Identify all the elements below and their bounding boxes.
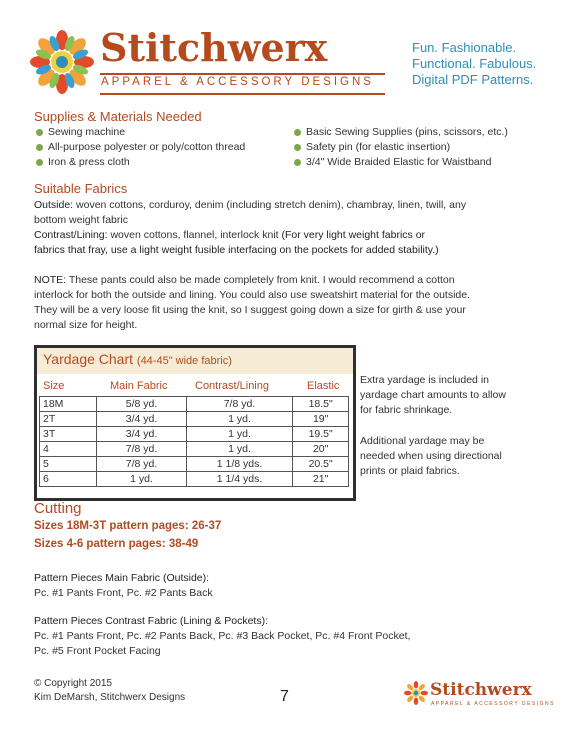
brand-name: Stitchwerx bbox=[100, 25, 328, 70]
elastic-cell: 18.5" bbox=[293, 397, 349, 412]
table-row bbox=[40, 427, 349, 442]
main-pieces-title: Pattern Pieces Main Fabric (Outside): bbox=[34, 572, 210, 584]
yardage-subtitle: (44-45" wide fabric) bbox=[136, 355, 232, 367]
fabrics-title: Suitable Fabrics bbox=[34, 181, 128, 196]
table-row bbox=[40, 457, 349, 472]
note-line: normal size for height. bbox=[34, 319, 138, 331]
supply-item: All-purpose polyester or poly/cotton thread bbox=[48, 141, 246, 153]
size-cell: 6 bbox=[40, 472, 97, 487]
main-fabric-cell: 3/4 yd. bbox=[97, 412, 186, 427]
yardage-table bbox=[39, 396, 349, 487]
elastic-cell: 20" bbox=[293, 442, 349, 457]
size-cell: 18M bbox=[40, 397, 97, 412]
outside-text-2: bottom weight fabric bbox=[34, 214, 128, 226]
cutting-title: Cutting bbox=[34, 500, 82, 517]
yardage-title bbox=[43, 351, 232, 367]
elastic-cell: 20.5" bbox=[293, 457, 349, 472]
tagline-line: Fun. Fashionable. bbox=[412, 40, 517, 55]
contrast-fabric bbox=[34, 228, 554, 243]
contrast-cell: 1 1/4 yds. bbox=[186, 472, 293, 487]
contrast-cell: 1 1/8 yds. bbox=[186, 457, 293, 472]
supply-item: Safety pin (for elastic insertion) bbox=[306, 141, 451, 153]
contrast-cell: 1 yd. bbox=[186, 442, 293, 457]
contrast-cell: 1 yd. bbox=[186, 412, 293, 427]
contrast-note: (For very light weight fabrics or bbox=[281, 229, 426, 241]
supply-item: Basic Sewing Supplies (pins, scissors, etc.) bbox=[306, 126, 508, 138]
bullet-icon bbox=[294, 129, 301, 136]
contrast-pieces-2: Pc. #5 Front Pocket Facing bbox=[34, 645, 161, 657]
yardage-note-2 bbox=[360, 434, 502, 479]
table-row bbox=[40, 412, 349, 427]
bullet-icon bbox=[36, 129, 43, 136]
copyright: © Copyright 2015 bbox=[34, 678, 112, 689]
tagline bbox=[412, 40, 536, 88]
contrast-cell: 1 yd. bbox=[186, 427, 293, 442]
main-fabric-cell: 1 yd. bbox=[97, 472, 186, 487]
contrast-text: woven cottons, flannel, interlock knit bbox=[110, 229, 279, 241]
note-paragraph bbox=[34, 273, 554, 333]
col-header-contrast: Contrast/Lining bbox=[195, 380, 269, 392]
yardage-chart bbox=[34, 345, 356, 501]
author: Kim DeMarsh, Stitchwerx Designs bbox=[34, 692, 186, 703]
note-label: NOTE: bbox=[34, 274, 67, 286]
supply-item: 3/4" Wide Braided Elastic for Waistband bbox=[306, 156, 492, 168]
size-cell: 4 bbox=[40, 442, 97, 457]
note-line: Extra yardage is included in bbox=[360, 374, 489, 386]
main-fabric-cell: 3/4 yd. bbox=[97, 427, 186, 442]
table-row bbox=[40, 472, 349, 487]
contrast-note-2: fabrics that fray, use a light weight fusible interfacing on the pockets for added stability.) bbox=[34, 244, 439, 256]
size-cell: 3T bbox=[40, 427, 97, 442]
footer-brand: Stitchwerx bbox=[430, 680, 532, 700]
note-line: Additional yardage may be bbox=[360, 435, 485, 447]
flower-logo-icon bbox=[30, 30, 94, 94]
main-fabric-cell: 7/8 yd. bbox=[97, 442, 186, 457]
brand-subtitle: APPAREL & ACCESSORY DESIGNS bbox=[101, 76, 374, 88]
supply-item: Iron & press cloth bbox=[48, 156, 130, 168]
page-number: 7 bbox=[280, 688, 289, 705]
size-cell: 5 bbox=[40, 457, 97, 472]
main-pieces: Pc. #1 Pants Front, Pc. #2 Pants Back bbox=[34, 587, 213, 599]
outside-label: Outside: bbox=[34, 199, 74, 211]
note-line: interlock for both the outside and lining. You could also use sweatshirt material for the outside. bbox=[34, 289, 471, 301]
elastic-cell: 21" bbox=[293, 472, 349, 487]
main-fabric-cell: 7/8 yd. bbox=[97, 457, 186, 472]
col-header-size: Size bbox=[43, 380, 65, 392]
note-line: for fabric shrinkage. bbox=[360, 404, 453, 416]
bullet-icon bbox=[294, 159, 301, 166]
bullet-icon bbox=[36, 159, 43, 166]
yardage-title-text: Yardage Chart bbox=[43, 351, 134, 367]
table-row bbox=[40, 442, 349, 457]
elastic-cell: 19" bbox=[293, 412, 349, 427]
col-header-elastic: Elastic bbox=[307, 380, 340, 392]
table-row bbox=[40, 397, 349, 412]
contrast-pieces-1: Pc. #1 Pants Front, Pc. #2 Pants Back, Pc. #3 Back Pocket, Pc. #4 Front Pocket, bbox=[34, 630, 411, 642]
footer-flower-icon bbox=[404, 681, 428, 705]
elastic-cell: 19.5" bbox=[293, 427, 349, 442]
note-line: needed when using directional bbox=[360, 450, 502, 462]
footer-brand-sub: APPAREL & ACCESSORY DESIGNS bbox=[431, 701, 555, 707]
outside-fabric bbox=[34, 198, 544, 213]
contrast-label: Contrast/Lining: bbox=[34, 229, 108, 241]
header-rule-bottom bbox=[100, 93, 385, 95]
header-rule bbox=[100, 73, 385, 75]
yardage-note-1 bbox=[360, 373, 506, 418]
bullet-icon bbox=[36, 144, 43, 151]
cutting-sizes-1: Sizes 18M-3T pattern pages: 26-37 bbox=[34, 520, 222, 532]
note-line: prints or plaid fabrics. bbox=[360, 465, 460, 477]
supply-item: Sewing machine bbox=[48, 126, 126, 138]
outside-text: woven cottons, corduroy, denim (including stretch denim), chambray, linen, twill, any bbox=[76, 199, 467, 211]
tagline-line: Digital PDF Patterns. bbox=[412, 72, 534, 87]
note-line: They will be a very loose fit using the knit, so I suggest going down a size for girth & use your bbox=[34, 304, 466, 316]
contrast-cell: 7/8 yd. bbox=[186, 397, 293, 412]
cutting-sizes-2: Sizes 4-6 pattern pages: 38-49 bbox=[34, 538, 199, 550]
main-fabric-cell: 5/8 yd. bbox=[97, 397, 186, 412]
col-header-main: Main Fabric bbox=[110, 380, 168, 392]
note-line: These pants could also be made completely from knit. I would recommend a cotton bbox=[68, 274, 455, 286]
note-line: yardage chart amounts to allow bbox=[360, 389, 506, 401]
bullet-icon bbox=[294, 144, 301, 151]
size-cell: 2T bbox=[40, 412, 97, 427]
tagline-line: Functional. Fabulous. bbox=[412, 56, 537, 71]
supplies-title: Supplies & Materials Needed bbox=[34, 109, 202, 124]
contrast-pieces-title: Pattern Pieces Contrast Fabric (Lining & Pockets): bbox=[34, 615, 269, 627]
